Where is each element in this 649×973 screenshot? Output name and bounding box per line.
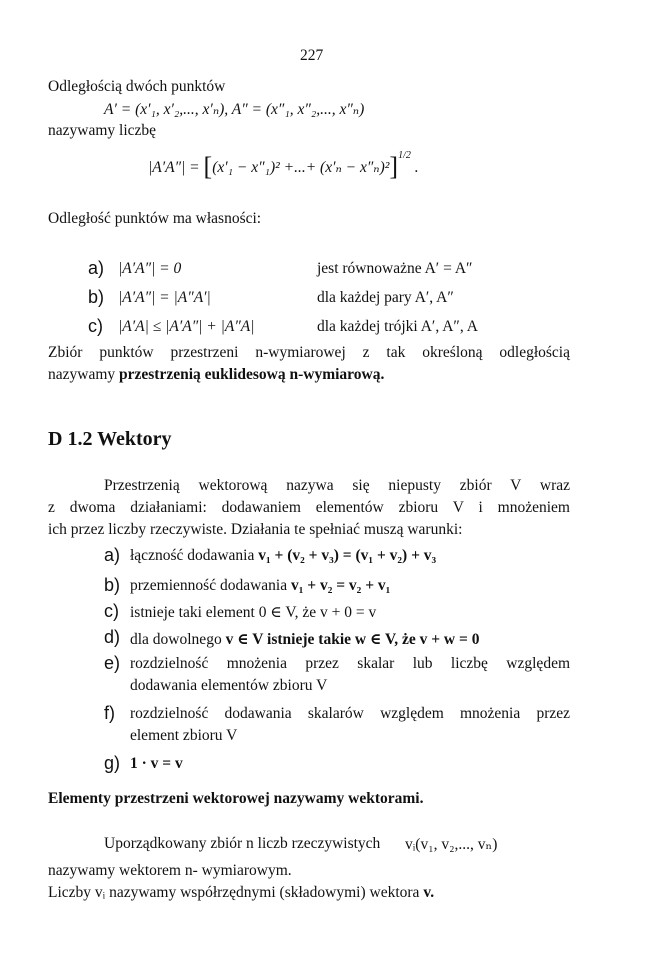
para1-line-1: Przestrzenią wektorową nazywa się niepusty zbiór V wraz — [104, 477, 570, 494]
condition-g-formula: 1 · v = v — [130, 755, 183, 772]
para2-line-1: Uporządkowany zbiór n liczb rzeczywistych — [104, 835, 381, 852]
distance-formula: |A′A″| = [(x′₁ − x″₁)² +...+ (x′ₙ − x″ₙ)²]$^{1/2}$ . — [148, 150, 419, 181]
property-c-label: c) — [88, 316, 103, 336]
property-a-label: a) — [88, 258, 105, 278]
condition-d-label: d) — [104, 627, 121, 647]
property-c-desc: dla każdej trójki A′, A″, A — [317, 318, 478, 335]
condition-a-formula: v₁ + (v₂ + v₃) = (v₁ + v₂) + v₃ — [258, 547, 437, 564]
condition-b-text: przemienność dodawania — [130, 577, 288, 594]
condition-a-text: łączność dodawania — [130, 547, 255, 564]
condition-e-line-1: rozdzielność mnożenia przez skalar lub liczbę względem — [130, 655, 570, 672]
section-title: D 1.2 Wektory — [48, 428, 172, 450]
property-c-formula: |A′A| ≤ |A′A″| + |A″A| — [118, 318, 255, 335]
condition-b-formula: v₁ + v₂ = v₂ + v₁ — [290, 577, 391, 594]
condition-d — [130, 629, 479, 649]
condition-b — [130, 577, 390, 595]
para1-line-2: z dwoma działaniami: dodawaniem elementów zbioru V i mnożeniem — [48, 499, 570, 516]
summary-line-1: Zbiór punktów przestrzeni n-wymiarowej z tak określoną odległością — [48, 344, 570, 361]
condition-d-formula: v ∈ V istnieje takie w ∈ V, że v + w = 0 — [225, 631, 480, 648]
condition-d-text: dla dowolnego — [130, 631, 222, 648]
para2-line-3-end: v. — [423, 884, 435, 901]
property-a-formula: |A′A″| = 0 — [118, 260, 182, 277]
para2-line-3-post: nazywamy współrzędnymi (składowymi) wektora — [109, 884, 420, 901]
property-b-formula: |A′A″| = |A″A′| — [118, 289, 211, 306]
para2-line-2: nazywamy wektorem n- wymiarowym. — [48, 862, 292, 879]
distance-formula-exponent: 1/2 — [398, 150, 411, 161]
property-b-desc: dla każdej pary A′, A″ — [317, 289, 454, 306]
condition-b-label: b) — [104, 575, 121, 595]
intro-line-1: Odległością dwóch punktów — [48, 78, 226, 95]
summary-line-2-bold: przestrzenią euklidesową n-wymiarową. — [119, 366, 385, 383]
points-formula: A′ = (x′₁, x′₂,..., x′ₙ), A″ = (x″₁, x″₂,..., x″ₙ) — [104, 101, 365, 118]
condition-c-text: istnieje taki element — [130, 604, 255, 621]
condition-f-line-2: element zbioru V — [130, 727, 238, 744]
condition-g-label: g) — [104, 753, 121, 773]
condition-c-label: c) — [104, 601, 119, 621]
para2-line-3-sym: vᵢ — [94, 884, 106, 901]
para2-formula: vᵢ(v₁, v₂,..., vₙ) — [405, 836, 498, 853]
distance-formula-lhs: |A′A″| = — [148, 159, 200, 176]
condition-e-label: e) — [104, 653, 121, 673]
para2-line-3-pre: Liczby — [48, 884, 92, 901]
bold-statement: Elementy przestrzeni wektorowej nazywamy wektorami. — [48, 790, 424, 807]
property-a-desc: jest równoważne A′ = A″ — [317, 260, 473, 277]
para1-line-3: ich przez liczby rzeczywiste. Działania te spełniać muszą warunki: — [48, 521, 463, 538]
condition-c-formula: 0 ∈ V, że v + 0 = v — [258, 604, 377, 621]
summary-line-2-pre: nazywamy — [48, 366, 116, 383]
condition-c — [130, 603, 376, 622]
condition-e-line-2: dodawania elementów zbioru V — [130, 677, 328, 694]
intro-line-2: nazywamy liczbę — [48, 122, 157, 139]
property-b-label: b) — [88, 287, 105, 307]
condition-a-label: a) — [104, 545, 121, 565]
para2-line-3 — [48, 884, 434, 902]
summary-line-2 — [48, 366, 384, 384]
condition-a — [130, 547, 436, 565]
page-number: 227 — [300, 47, 324, 64]
condition-f-line-1: rozdzielność dodawania skalarów względem mnożenia przez — [130, 705, 570, 722]
condition-f-label: f) — [104, 703, 115, 723]
distance-formula-body: (x′₁ − x″₁)² +...+ (x′ₙ − x″ₙ)² — [212, 159, 390, 176]
properties-title: Odległość punktów ma własności: — [48, 210, 262, 227]
